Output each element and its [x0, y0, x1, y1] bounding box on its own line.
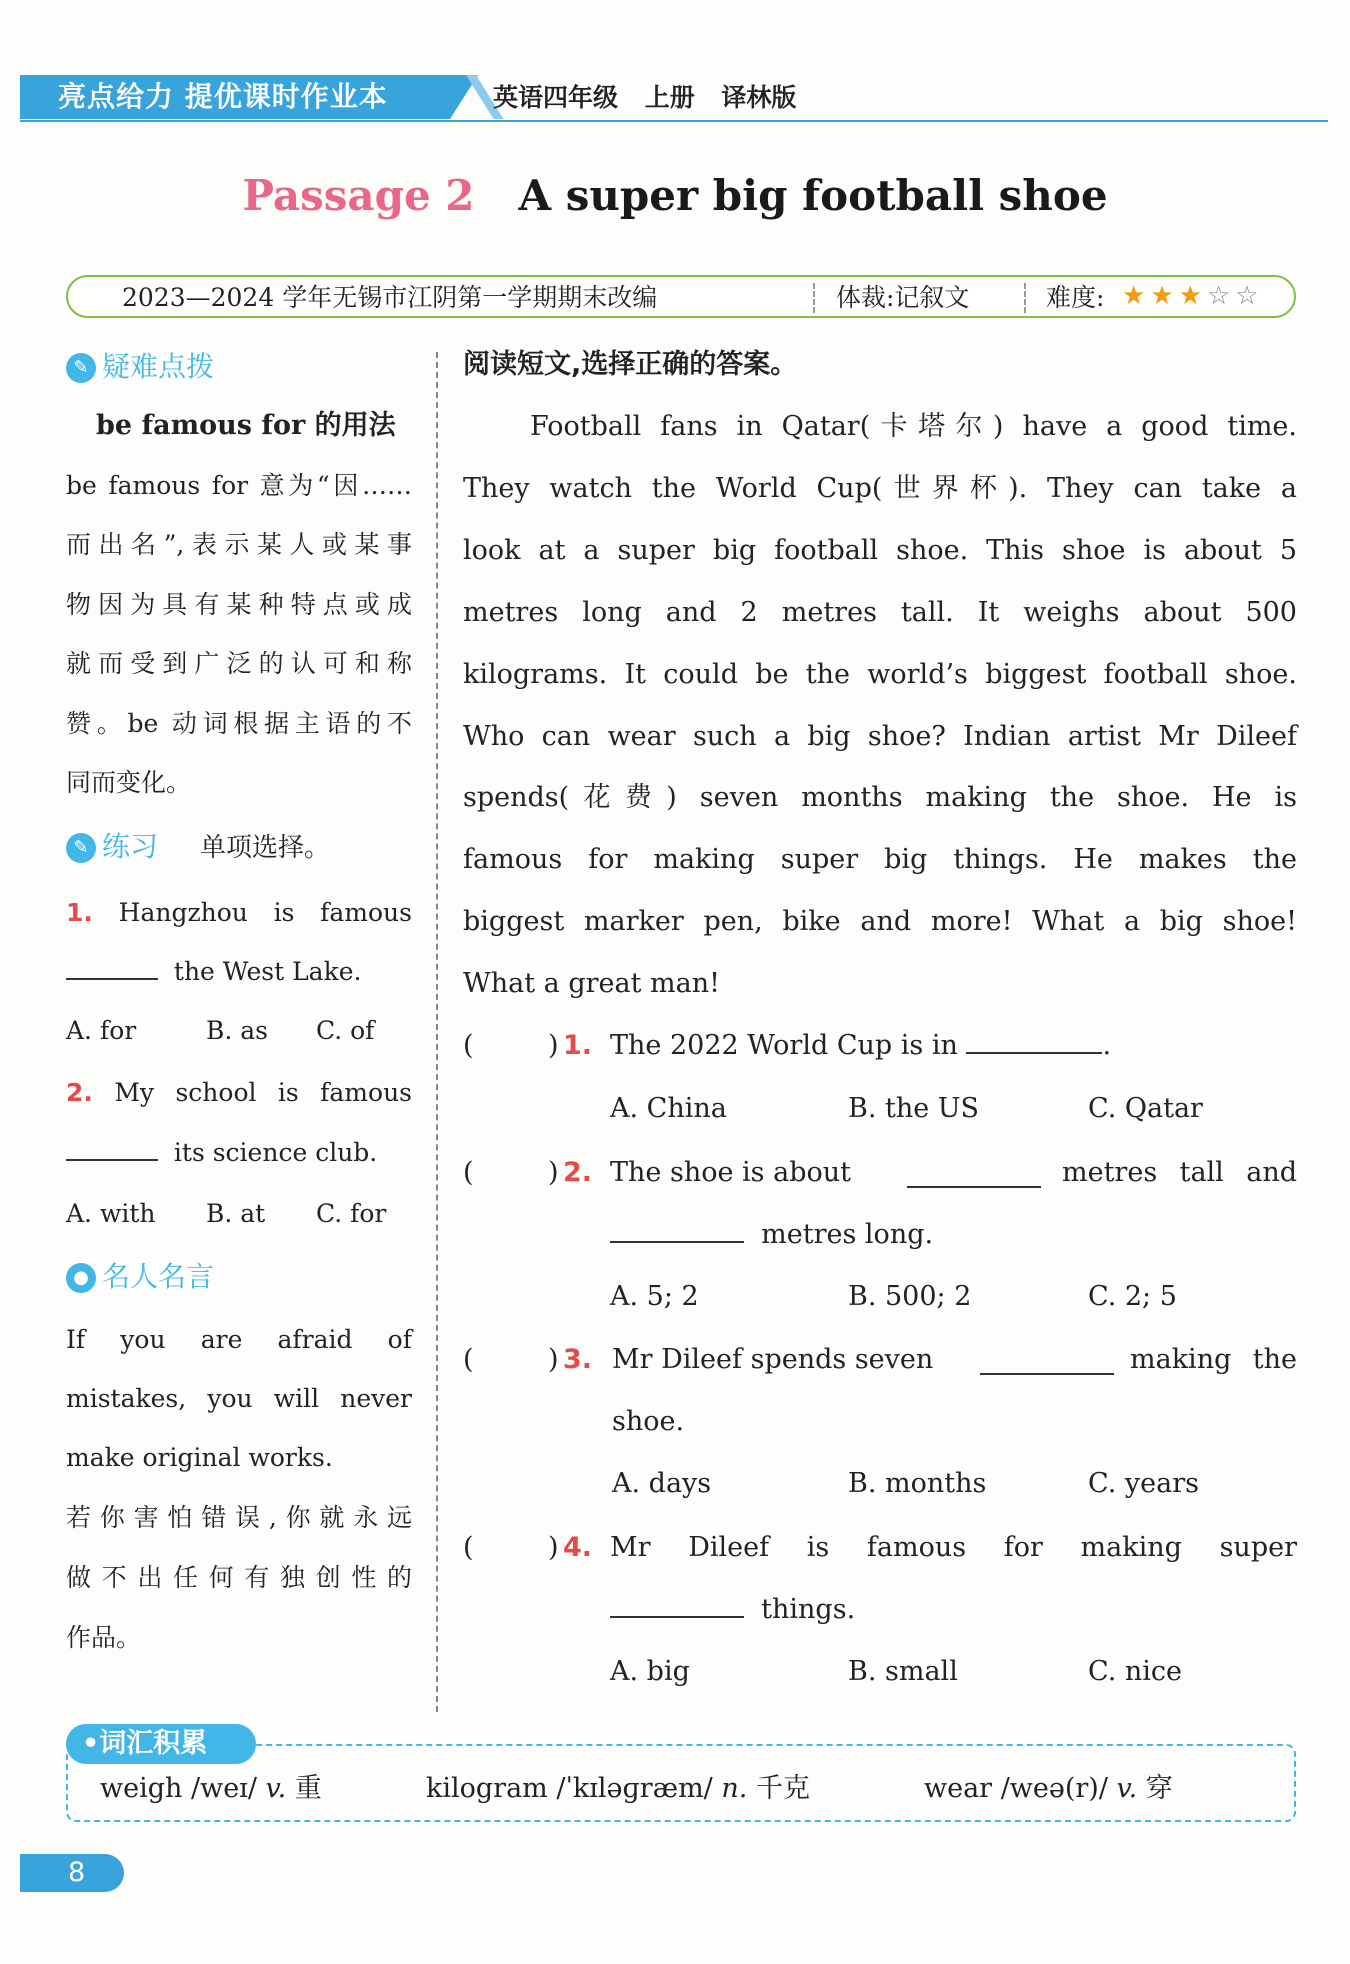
star-filled-icon: ★: [1150, 281, 1179, 311]
answer-paren-open[interactable]: (: [463, 1157, 474, 1188]
quote-en-line: make original works.: [66, 1443, 333, 1472]
answer-paren-close: ): [548, 1532, 559, 1563]
passage-line: spends(花费) seven months making the shoe. He is: [463, 782, 1297, 813]
passage-line: look at a super big football shoe. This shoe is about 5: [463, 535, 1297, 566]
vocab-meaning: 重: [294, 1773, 322, 1804]
quote-zh-line: 作品。: [66, 1623, 142, 1652]
question-text: .: [1102, 1030, 1112, 1061]
practice-q2-line2: [66, 1135, 412, 1171]
practice-heading: 练习: [102, 830, 159, 863]
option[interactable]: A. 5; 2: [610, 1281, 699, 1312]
vocab-meaning: 穿: [1145, 1773, 1173, 1804]
passage-line: What a great man!: [463, 968, 720, 999]
passage-line: biggest marker pen, bike and more! What a big shoe!: [463, 906, 1297, 937]
option[interactable]: C. Qatar: [1088, 1093, 1203, 1124]
answer-paren-open[interactable]: (: [463, 1030, 474, 1061]
quote-zh-line: 若你害怕错误,你就永远: [66, 1503, 412, 1532]
practice-q2-line1: [66, 1075, 412, 1111]
option[interactable]: B. as: [206, 1016, 268, 1045]
answer-paren-close: ): [548, 1157, 559, 1188]
page-number: 8: [20, 1854, 124, 1892]
info-source: 2023—2024 学年无锡市江阴第一学期期末改编: [122, 283, 658, 312]
person-icon: ●: [66, 1263, 96, 1293]
tips-line: 赞。be 动词根据主语的不: [66, 709, 412, 738]
tips-line: 而出名”,表示某人或某事: [66, 530, 412, 559]
passage-line: metres long and 2 metres tall. It weighs about 500: [463, 597, 1297, 628]
tips-line: 同而变化。: [66, 768, 192, 797]
passage-number: Passage 2: [242, 171, 475, 220]
column-divider: [436, 352, 438, 1712]
option[interactable]: A. big: [610, 1656, 690, 1687]
header-rule: [20, 120, 1328, 122]
reading-q3-after: making the: [1130, 1344, 1297, 1375]
reading-q4-line2: [610, 1592, 855, 1628]
option[interactable]: C. for: [316, 1199, 387, 1228]
option[interactable]: B. months: [848, 1468, 987, 1499]
header-brand: 亮点给力 提优课时作业本: [58, 80, 388, 113]
question-number: 2.: [563, 1157, 593, 1188]
tips-line: 物因为具有某种特点或成: [66, 590, 412, 619]
answer-blank[interactable]: [66, 956, 158, 980]
answer-paren-close: ): [548, 1030, 559, 1061]
vocab-meaning: 千克: [755, 1773, 810, 1804]
answer-paren-open[interactable]: (: [463, 1532, 474, 1563]
question-text: The 2022 World Cup is in: [610, 1030, 958, 1061]
practice-q1-line2: [66, 954, 412, 990]
quote-heading: 名人名言: [102, 1260, 215, 1293]
question-text: things.: [761, 1594, 856, 1625]
vocab-item: [426, 1771, 810, 1807]
question-text: metres long.: [761, 1219, 934, 1250]
tips-subtitle: be famous for 的用法: [96, 410, 396, 441]
reading-q3-line2: shoe.: [612, 1406, 685, 1437]
star-empty-icon: ☆: [1235, 281, 1264, 311]
pencil-icon: ✎: [66, 833, 96, 863]
answer-blank[interactable]: [907, 1164, 1041, 1188]
tips-heading: 疑难点拨: [102, 350, 215, 383]
passage-line: Football fans in Qatar(卡塔尔) have a good time.: [530, 411, 1297, 442]
tips-line: be famous for 意为“因……: [66, 471, 412, 500]
vocab-item: [924, 1771, 1173, 1807]
reading-q2-after: metres tall and: [1062, 1157, 1297, 1188]
answer-paren-open[interactable]: (: [463, 1344, 474, 1375]
tips-line: 就而受到广泛的认可和称: [66, 649, 412, 678]
answer-blank[interactable]: [966, 1030, 1102, 1054]
option[interactable]: C. 2; 5: [1088, 1281, 1177, 1312]
answer-blank[interactable]: [610, 1594, 744, 1618]
passage-main-title: A super big football shoe: [518, 171, 1108, 220]
header-subject: 英语四年级 上册 译林版: [493, 83, 797, 112]
info-divider: [813, 283, 815, 313]
answer-blank[interactable]: [980, 1351, 1114, 1375]
reading-q3-before: Mr Dileef spends seven: [612, 1344, 934, 1375]
passage-line: kilograms. It could be the world’s biggest football shoe.: [463, 659, 1297, 690]
question-text: Hangzhou is famous: [118, 898, 412, 927]
option[interactable]: A. days: [612, 1468, 712, 1499]
info-divider: [1024, 283, 1026, 313]
pencil-icon: ✎: [66, 353, 96, 383]
option[interactable]: B. at: [206, 1199, 266, 1228]
passage-line: Who can wear such a big shoe? Indian artist Mr Dileef: [463, 721, 1297, 752]
passage-line: famous for making super big things. He makes the: [463, 844, 1297, 875]
question-number: 2.: [66, 1078, 93, 1107]
option[interactable]: B. 500; 2: [848, 1281, 972, 1312]
question-number: 1.: [66, 898, 93, 927]
vocab-word: weigh: [100, 1773, 183, 1804]
quote-en-line: If you are afraid of: [66, 1325, 412, 1354]
info-bar: [66, 275, 1296, 318]
info-difficulty-label: 难度:: [1046, 283, 1105, 312]
answer-blank[interactable]: [610, 1219, 744, 1243]
question-number: 3.: [563, 1344, 593, 1375]
option[interactable]: C. years: [1088, 1468, 1199, 1499]
info-genre: 体裁:记叙文: [836, 283, 970, 312]
option[interactable]: A. with: [66, 1199, 156, 1228]
option[interactable]: B. the US: [848, 1093, 980, 1124]
question-number: 4.: [563, 1532, 593, 1563]
star-filled-icon: ★: [1122, 281, 1151, 311]
reading-q4-line1: Mr Dileef is famous for making super: [610, 1532, 1297, 1563]
option[interactable]: C. of: [316, 1016, 375, 1045]
option[interactable]: A. China: [610, 1093, 727, 1124]
vocabulary-heading: •词汇积累: [66, 1724, 256, 1764]
option[interactable]: A. for: [66, 1016, 137, 1045]
vocab-pos: v.: [265, 1773, 287, 1804]
reading-q1-text: [610, 1028, 1111, 1064]
quote-zh-line: 做不出任何有独创性的: [66, 1563, 412, 1592]
option[interactable]: C. nice: [1088, 1656, 1182, 1687]
vocab-ipa: /weɪ/: [191, 1773, 257, 1804]
question-text: the West Lake.: [173, 957, 362, 986]
vocab-pos: v.: [1116, 1773, 1138, 1804]
vocab-item: [100, 1771, 322, 1807]
passage-line: They watch the World Cup(世界杯). They can take a: [463, 473, 1297, 504]
practice-instruction: 单项选择。: [200, 833, 331, 863]
reading-q2-before: The shoe is about: [610, 1157, 851, 1188]
vocab-ipa: /weə(r)/: [1000, 1773, 1108, 1804]
vocab-word: wear: [924, 1773, 993, 1804]
vocab-pos: n.: [721, 1773, 748, 1804]
vocab-ipa: /ˈkɪləɡræm/: [556, 1773, 713, 1804]
option[interactable]: B. small: [848, 1656, 958, 1687]
vocab-word: kilogram: [426, 1773, 548, 1804]
quote-en-line: mistakes, you will never: [66, 1384, 412, 1413]
star-filled-icon: ★: [1178, 281, 1207, 311]
answer-blank[interactable]: [66, 1137, 158, 1161]
question-text: My school is famous: [114, 1078, 412, 1107]
practice-q1-line1: [66, 895, 412, 931]
answer-paren-close: ): [548, 1344, 559, 1375]
reading-instruction: 阅读短文,选择正确的答案。: [463, 349, 798, 380]
reading-q2-line2: [610, 1217, 933, 1253]
difficulty-stars: [1122, 280, 1264, 313]
star-empty-icon: ☆: [1206, 281, 1236, 311]
question-text: its science club.: [173, 1138, 378, 1167]
question-number: 1.: [563, 1030, 593, 1061]
passage-title: [0, 168, 1350, 224]
